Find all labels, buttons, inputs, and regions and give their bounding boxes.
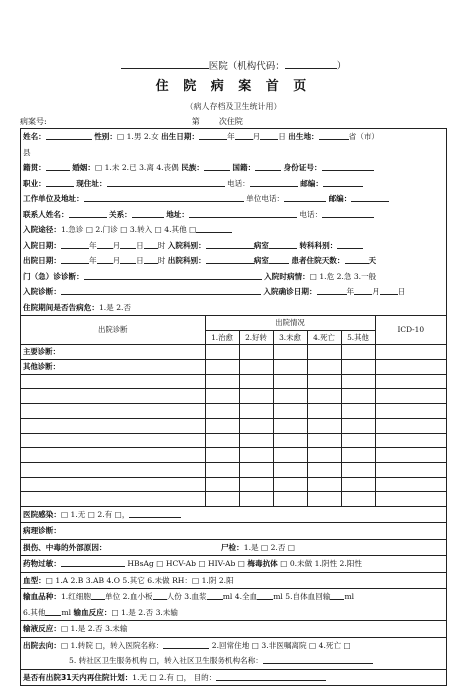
current-address-label: 现住址： xyxy=(76,178,107,188)
route-options[interactable]: 1.急诊 □ 2.门诊 □ 3.转入 □ 4.其他 □ xyxy=(60,225,197,234)
zip-label: 邮编： xyxy=(300,178,323,188)
table-cell[interactable] xyxy=(341,462,375,477)
discharge-dept-label: 出院科别： xyxy=(167,256,206,265)
dest-death-option[interactable]: 4.死亡 □ xyxy=(318,640,351,650)
table-cell[interactable] xyxy=(21,462,205,477)
hcv-checkbox[interactable]: □ xyxy=(198,559,206,569)
occupation-label: 职业： xyxy=(23,178,46,188)
red-cell-field[interactable] xyxy=(91,589,105,600)
transfer-dept-label: 转科科别： xyxy=(299,240,338,250)
relation-field[interactable] xyxy=(132,207,164,218)
table-cell[interactable] xyxy=(341,345,375,360)
month-label: 月 xyxy=(112,256,121,265)
hiv-checkbox[interactable]: □ xyxy=(237,559,245,569)
name-label: 姓名： xyxy=(23,132,46,141)
table-cell[interactable] xyxy=(341,418,375,433)
infection-row xyxy=(21,507,446,523)
origin-label: 籍贯： xyxy=(23,163,46,172)
birth-day-field[interactable] xyxy=(260,129,278,140)
year-label: 年 xyxy=(346,287,355,296)
id-card-label: 身份证号： xyxy=(283,163,322,172)
table-row xyxy=(21,433,446,448)
table-cell[interactable] xyxy=(205,492,239,507)
admission-month-field[interactable] xyxy=(97,238,113,249)
dest-community-option[interactable]: 5. 转社区卫生服务机构 □，转入社区卫生服务机构名称： xyxy=(69,656,263,666)
table-cell[interactable] xyxy=(307,448,341,463)
outcome-header: 出院情况 xyxy=(205,316,375,331)
gender-options[interactable]: □ 1.男 2.女 xyxy=(116,132,159,141)
table-row xyxy=(21,418,446,433)
readmission-purpose-field[interactable] xyxy=(216,670,326,681)
confirm-month-field[interactable] xyxy=(354,284,372,295)
outcome-death: 4.死亡 xyxy=(307,330,341,345)
stay-days-label: 患者住院天数： xyxy=(291,256,345,265)
table-cell[interactable] xyxy=(307,492,341,507)
table-cell[interactable] xyxy=(205,477,239,492)
discharge-destination-row xyxy=(21,637,446,669)
nationality-label: 国籍： xyxy=(232,163,256,172)
discharge-date-label: 出院日期： xyxy=(23,256,61,265)
table-cell[interactable] xyxy=(239,492,273,507)
table-row xyxy=(21,448,446,463)
table-cell[interactable] xyxy=(205,462,239,477)
confirm-day-field[interactable] xyxy=(380,284,398,295)
admission-diagnosis-field[interactable] xyxy=(61,284,261,295)
other-blood-field[interactable] xyxy=(45,605,61,616)
rh-options[interactable]: □ 1.阴 2.阳 xyxy=(192,575,234,585)
discharge-day-field[interactable] xyxy=(120,253,136,264)
table-cell[interactable] xyxy=(307,374,341,389)
hospital-suffix: 医院（机构代码： xyxy=(208,61,285,72)
table-cell[interactable] xyxy=(205,374,239,389)
table-cell[interactable] xyxy=(239,374,273,389)
admission-hour-field[interactable] xyxy=(144,238,158,249)
table-row xyxy=(21,374,446,389)
page-subtitle: （病人存档及卫生统计用） xyxy=(185,102,282,111)
table-cell[interactable] xyxy=(205,433,239,448)
infection-options[interactable]: □ 1.无 □ 2.有 □， xyxy=(60,509,130,519)
infusion-row xyxy=(21,620,446,637)
ml-label: ml xyxy=(61,607,72,617)
dest-leave-option[interactable]: 3.非医嘱离院 □ xyxy=(261,640,317,650)
table-cell[interactable] xyxy=(307,418,341,433)
autologous-label: 5.自体血回输 xyxy=(285,592,331,602)
work-phone-field[interactable] xyxy=(284,191,326,202)
table-cell[interactable] xyxy=(273,404,307,419)
table-cell[interactable] xyxy=(341,492,375,507)
admission-no-label: 第 xyxy=(191,117,200,126)
infusion-reaction-label: 输液反应： xyxy=(23,624,61,634)
table-cell[interactable] xyxy=(239,477,273,492)
rh-label: RH： xyxy=(172,575,192,585)
discharge-month-field[interactable] xyxy=(97,253,113,264)
table-cell[interactable] xyxy=(273,418,307,433)
infection-field[interactable] xyxy=(129,507,181,518)
discharge-diagnosis-table xyxy=(21,315,446,507)
admission-no-suffix: 次住院 xyxy=(218,117,243,126)
table-cell[interactable] xyxy=(273,492,307,507)
blood-type-label: 血型： xyxy=(23,575,46,585)
table-cell[interactable] xyxy=(341,374,375,389)
blood-type-row xyxy=(21,572,446,589)
pathology-row xyxy=(21,522,446,539)
admission-diagnosis-row xyxy=(21,284,446,300)
readmission-row xyxy=(21,669,446,686)
gender-label: 性别： xyxy=(94,132,117,141)
hbsag-label: HBsAg xyxy=(127,559,154,569)
transfusion-reaction-label: 输血反应： xyxy=(73,607,112,617)
county-label: 县 xyxy=(23,147,31,157)
hiv-label: HIV-Ab xyxy=(208,559,236,569)
zip-field[interactable] xyxy=(323,176,363,187)
table-cell[interactable] xyxy=(205,345,239,360)
id-card-field[interactable] xyxy=(322,160,374,171)
table-row xyxy=(21,360,446,375)
allergy-row xyxy=(21,555,446,572)
route-row xyxy=(21,222,446,238)
table-cell[interactable] xyxy=(21,492,205,507)
ml-label: ml xyxy=(222,592,233,602)
discharge-destination-label: 出院去向： xyxy=(23,640,61,650)
table-row xyxy=(21,389,446,404)
autopsy-label: 尸检： xyxy=(220,542,244,552)
marital-options[interactable]: □ 1.未 2.已 3.离 4.丧偶 xyxy=(94,163,179,172)
ethnic-label: 民族： xyxy=(181,163,204,172)
autopsy-options[interactable]: 1.是 □ 2.否 □ xyxy=(243,542,296,552)
table-cell[interactable] xyxy=(375,404,446,419)
name-field[interactable] xyxy=(46,129,92,140)
table-cell[interactable] xyxy=(239,345,273,360)
allergy-field[interactable] xyxy=(61,556,125,567)
nationality-field[interactable] xyxy=(255,160,281,171)
hospital-line xyxy=(20,58,447,72)
confirm-date-label: 入院确诊日期： xyxy=(263,287,317,296)
table-cell[interactable] xyxy=(273,374,307,389)
outcome-other: 5.其他 xyxy=(341,330,375,345)
table-cell[interactable] xyxy=(21,433,205,448)
contact-address-field[interactable] xyxy=(189,207,297,218)
outcome-improved: 2.好转 xyxy=(239,330,273,345)
table-cell[interactable] xyxy=(21,418,205,433)
table-cell[interactable] xyxy=(375,477,446,492)
table-cell[interactable] xyxy=(307,433,341,448)
table-cell[interactable] xyxy=(239,462,273,477)
contact-phone-label: 电话： xyxy=(299,209,323,219)
month-label: 月 xyxy=(372,287,380,296)
table-cell[interactable] xyxy=(239,360,273,375)
syphilis-checkbox[interactable]: □ xyxy=(280,559,288,569)
table-cell[interactable] xyxy=(375,360,446,375)
table-cell[interactable] xyxy=(239,404,273,419)
table-cell[interactable] xyxy=(341,404,375,419)
table-row xyxy=(21,492,446,507)
birth-month-field[interactable] xyxy=(235,129,253,140)
transfusion-label: 输血品种： xyxy=(23,592,61,602)
dest-transfer-option[interactable]: □ 1.转院 □，转入医院名称： xyxy=(60,640,164,650)
page-title: 住 院 病 案 首 页 xyxy=(155,79,312,94)
day-label: 日 xyxy=(397,287,406,296)
infusion-reaction-options[interactable]: □ 1.是 2.否 3.未输 xyxy=(60,624,128,634)
unit-label: 单位 xyxy=(105,592,121,602)
table-cell[interactable] xyxy=(307,345,341,360)
table-row xyxy=(21,404,446,419)
contact-name-field[interactable] xyxy=(69,207,107,218)
record-no-label: 病案号: xyxy=(20,117,47,126)
table-cell[interactable] xyxy=(341,389,375,404)
admission-diagnosis-label: 入院诊断： xyxy=(23,287,61,296)
admission-dept-field[interactable] xyxy=(206,238,254,249)
infection-label: 医院感染： xyxy=(23,509,61,519)
discharge-hour-field[interactable] xyxy=(144,253,158,264)
readmission-options[interactable]: 1.无 □ 2.有 □， 目的： xyxy=(132,672,217,682)
days-unit-label: 天 xyxy=(368,256,377,265)
table-cell[interactable] xyxy=(307,404,341,419)
table-cell[interactable] xyxy=(375,345,446,360)
test-options: 0.未做 1.阴性 2.阳性 xyxy=(289,559,362,569)
plasma-label: 3.血浆 xyxy=(184,592,207,602)
table-cell[interactable] xyxy=(21,477,205,492)
other-blood-label: 6.其他 xyxy=(23,607,46,617)
contact-name-label: 联系人姓名： xyxy=(23,209,69,219)
ml-label: ml xyxy=(344,592,355,602)
work-zip-field[interactable] xyxy=(351,191,389,202)
transfer-hospital-field[interactable] xyxy=(163,638,209,649)
readmission-label: 是否有出院31天内再住院计划： xyxy=(23,672,133,682)
stay-days-field[interactable] xyxy=(345,253,369,264)
ward-label: 病室 xyxy=(253,256,269,265)
table-cell[interactable] xyxy=(239,389,273,404)
platelets-field[interactable] xyxy=(153,589,167,600)
transfer-dept-field[interactable] xyxy=(337,238,363,249)
table-row xyxy=(21,345,446,360)
discharge-dept-field[interactable] xyxy=(206,253,254,264)
year-label: 年 xyxy=(227,132,235,141)
whole-blood-label: 4.全血 xyxy=(234,592,258,602)
work-zip-label: 邮编： xyxy=(328,194,352,203)
contact-row xyxy=(21,207,446,223)
discharge-diagnosis-header: 出院诊断 xyxy=(21,316,205,345)
work-phone-label: 单位电话： xyxy=(246,194,285,203)
birth-year-field[interactable] xyxy=(199,129,227,140)
hour-label: 时 xyxy=(157,240,166,250)
platelets-label: 2.血小板 xyxy=(122,592,153,602)
marital-label: 婚姻： xyxy=(72,163,95,172)
contact-address-label: 地址： xyxy=(166,209,189,219)
table-cell[interactable] xyxy=(273,462,307,477)
month-label: 月 xyxy=(252,132,261,141)
table-row xyxy=(21,477,446,492)
table-cell[interactable] xyxy=(205,448,239,463)
table-cell[interactable] xyxy=(239,418,273,433)
table-cell[interactable] xyxy=(273,389,307,404)
route-label: 入院途径： xyxy=(23,225,61,234)
critical-options[interactable]: 1.是 2.否 xyxy=(98,302,132,312)
admission-date-label: 入院日期： xyxy=(23,240,61,250)
table-cell[interactable] xyxy=(21,374,205,389)
discharge-date-row xyxy=(21,253,446,269)
discharge-year-field[interactable] xyxy=(61,253,89,264)
table-cell[interactable] xyxy=(21,448,205,463)
patient-name-row xyxy=(21,129,446,160)
admission-condition-label: 入院时病情： xyxy=(264,271,310,281)
hcv-label: HCV-Ab xyxy=(165,559,197,569)
table-cell[interactable] xyxy=(341,477,375,492)
table-cell[interactable] xyxy=(375,492,446,507)
admission-ward-field[interactable] xyxy=(269,238,297,249)
table-cell[interactable] xyxy=(341,360,375,375)
pathology-label: 病理诊断： xyxy=(23,526,61,536)
table-cell[interactable] xyxy=(375,462,446,477)
table-cell[interactable] xyxy=(205,418,239,433)
table-cell[interactable] xyxy=(375,448,446,463)
dest-home-option[interactable]: 2.回常住地 □ xyxy=(211,640,259,650)
outcome-not-cured: 3.未愈 xyxy=(273,330,307,345)
syphilis-label: 梅毒抗体 xyxy=(247,559,278,569)
birthplace-label: 出生地： xyxy=(288,132,319,141)
admission-date-row xyxy=(21,238,446,254)
institution-code-field[interactable] xyxy=(285,58,337,69)
table-cell[interactable] xyxy=(273,345,307,360)
table-cell[interactable] xyxy=(239,448,273,463)
table-cell[interactable] xyxy=(205,404,239,419)
table-row xyxy=(21,462,446,477)
confirm-year-field[interactable] xyxy=(317,284,347,295)
table-cell[interactable] xyxy=(375,418,446,433)
clinic-diagnosis-field[interactable] xyxy=(84,269,262,280)
transfusion-reaction-options[interactable]: □ 1.是 2.否 3.未输 xyxy=(111,607,178,617)
close-paren: ） xyxy=(336,61,347,72)
clinic-diagnosis-row xyxy=(21,269,446,285)
plasma-field[interactable] xyxy=(207,589,223,600)
table-cell[interactable] xyxy=(205,389,239,404)
origin-row xyxy=(21,160,446,176)
autologous-field[interactable] xyxy=(330,589,344,600)
table-cell[interactable] xyxy=(307,360,341,375)
blood-type-options[interactable]: □ 1.A 2.B 3.AB 4.O 5.其它 6.未做 xyxy=(45,575,170,585)
work-address-field[interactable] xyxy=(84,191,244,202)
year-label: 年 xyxy=(88,256,97,265)
table-cell[interactable] xyxy=(21,389,205,404)
critical-row xyxy=(21,300,446,316)
admission-day-field[interactable] xyxy=(120,238,136,249)
ethnic-field[interactable] xyxy=(204,160,230,171)
admission-condition-options[interactable]: □ 1.危 2.急 3.一般 xyxy=(309,271,377,281)
injury-cause-label: 损伤、中毒的外部原因： xyxy=(23,542,107,552)
table-cell[interactable] xyxy=(273,360,307,375)
day-label: 日 xyxy=(136,256,144,265)
table-cell[interactable] xyxy=(21,404,205,419)
transfusion-row xyxy=(21,588,446,620)
table-cell[interactable] xyxy=(307,477,341,492)
relation-label: 关系： xyxy=(108,209,132,219)
admission-year-field[interactable] xyxy=(61,238,89,249)
province-label: 省（市） xyxy=(348,132,380,141)
table-cell[interactable] xyxy=(273,477,307,492)
table-cell[interactable] xyxy=(307,389,341,404)
person-unit-label: 人份 xyxy=(166,592,182,602)
contact-phone-field[interactable] xyxy=(322,207,374,218)
table-cell[interactable] xyxy=(375,389,446,404)
table-cell[interactable] xyxy=(239,433,273,448)
table-cell[interactable] xyxy=(375,374,446,389)
hour-label: 时 xyxy=(157,256,166,265)
ml-label: ml xyxy=(273,592,283,602)
day-label: 日 xyxy=(136,240,144,250)
table-cell[interactable] xyxy=(273,448,307,463)
other-diagnosis-label[interactable]: 其他诊断： xyxy=(21,360,205,375)
table-cell[interactable] xyxy=(273,433,307,448)
year-label: 年 xyxy=(88,240,97,250)
hbsag-checkbox[interactable]: □ xyxy=(156,559,164,569)
table-cell[interactable] xyxy=(307,462,341,477)
discharge-ward-field[interactable] xyxy=(269,253,289,264)
main-diagnosis-label[interactable]: 主要诊断： xyxy=(21,345,205,360)
month-label: 月 xyxy=(112,240,121,250)
ward-label: 病室 xyxy=(253,240,269,250)
clinic-diagnosis-label: 门（急）诊诊断： xyxy=(23,271,84,281)
work-address-label: 工作单位及地址： xyxy=(23,194,84,203)
record-form xyxy=(20,128,447,686)
red-cell-label: 1.红细胞 xyxy=(60,592,91,602)
occupation-field[interactable] xyxy=(46,176,74,187)
admission-dept-label: 入院科别： xyxy=(167,240,206,250)
table-cell[interactable] xyxy=(341,448,375,463)
route-other-field[interactable] xyxy=(196,222,232,233)
whole-blood-field[interactable] xyxy=(257,589,273,600)
origin-field[interactable] xyxy=(46,160,70,171)
birth-date-label: 出生日期： xyxy=(161,132,200,141)
work-row xyxy=(21,191,446,207)
phone-field[interactable] xyxy=(250,176,298,187)
phone-label: 电话： xyxy=(227,178,250,188)
table-cell[interactable] xyxy=(375,433,446,448)
table-cell[interactable] xyxy=(205,360,239,375)
injury-row xyxy=(21,539,446,556)
table-cell[interactable] xyxy=(341,433,375,448)
birthplace-province-field[interactable] xyxy=(319,129,349,140)
occupation-row xyxy=(21,176,446,192)
outcome-cured: 1.治愈 xyxy=(205,330,239,345)
allergy-label: 药物过敏： xyxy=(23,559,61,569)
icd10-header: ICD-10 xyxy=(375,316,446,345)
record-number-line xyxy=(20,115,447,128)
critical-label: 住院期间是否告病危： xyxy=(23,302,99,312)
current-address-field[interactable] xyxy=(107,176,225,187)
day-label: 日 xyxy=(278,132,286,141)
hospital-name-field[interactable] xyxy=(121,58,209,69)
